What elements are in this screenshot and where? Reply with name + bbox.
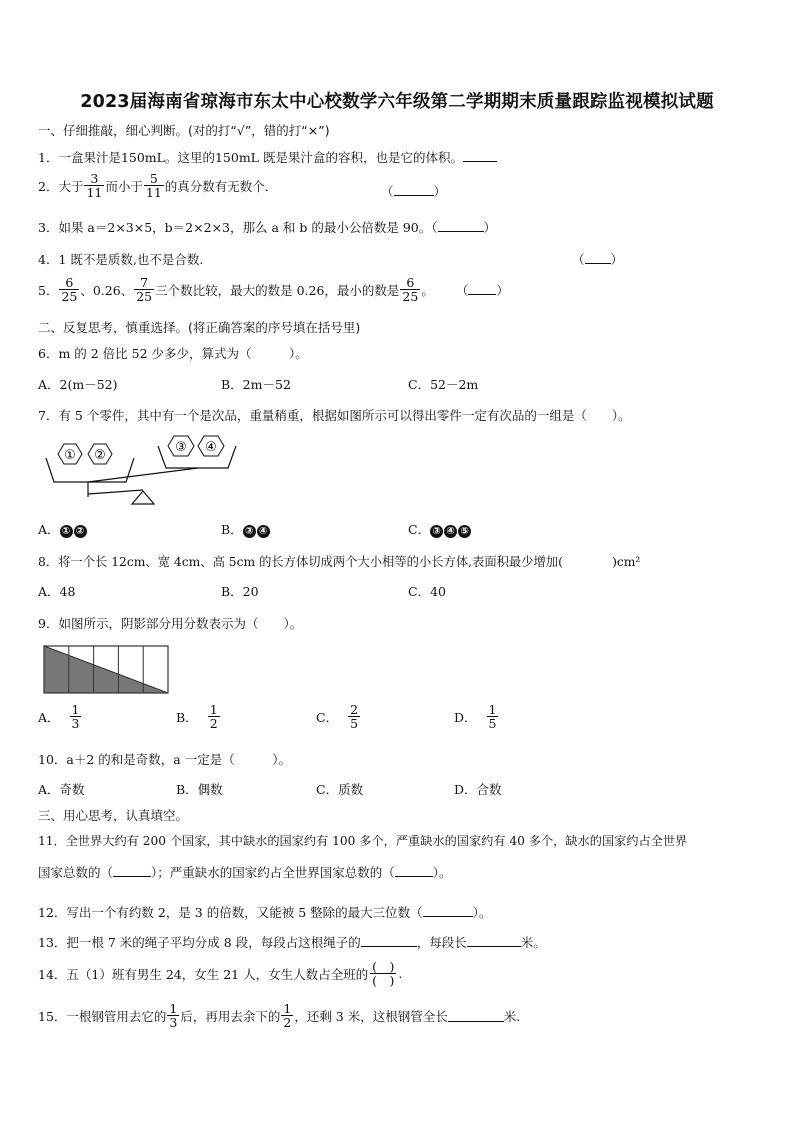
part-2-hexagon xyxy=(88,444,112,464)
fraction-7-25: $\frac{7}{25}$ xyxy=(136,275,153,304)
option-8c[interactable]: C．40 xyxy=(408,584,446,599)
answer-paren-4[interactable]: （ ） xyxy=(572,252,624,267)
answer-fraction-14[interactable]: $\frac{( )}{( )}$ xyxy=(372,959,395,988)
part-1-hexagon xyxy=(58,444,82,464)
answer-paren-5[interactable]: （ ） xyxy=(455,282,509,298)
option-8b[interactable]: B．20 xyxy=(221,584,259,599)
fulcrum-triangle xyxy=(132,491,154,504)
option-7b[interactable]: B． ③ ④ xyxy=(221,520,271,538)
option-8a[interactable]: A．48 xyxy=(38,584,76,599)
fraction-1-3: $\frac{1}{3}$ xyxy=(169,1001,178,1030)
question-8: 8．将一个长 12cm、宽 4cm、高 5cm 的长方体切成两个大小相等的小长方体,表面积最少增加( )cm² xyxy=(38,555,641,569)
question-14: 14．五（1）班有男生 24，女生 21 人，女生人数占全班的 $\frac{( )}{( )}$ . xyxy=(38,959,403,988)
svg-text:④: ④ xyxy=(205,440,217,455)
option-10b[interactable]: B．偶数 xyxy=(176,782,223,797)
question-3: 3．如果 a＝2×3×5，b＝2×2×3，那么 a 和 b 的最小公倍数是 90。（ ） xyxy=(38,220,497,235)
answer-blank-12[interactable] xyxy=(423,904,473,917)
answer-blank-13a[interactable] xyxy=(361,934,417,947)
svg-text:②: ② xyxy=(94,448,106,463)
fraction-6-25-b: $\frac{6}{25}$ xyxy=(402,275,419,304)
svg-text:①: ① xyxy=(64,448,76,463)
part-3-hexagon xyxy=(168,436,194,456)
section-1-heading: 一、仔细推敲，细心判断。(对的打“√”，错的打“×”) xyxy=(38,123,330,138)
option-10a[interactable]: A．奇数 xyxy=(38,782,85,797)
shaded-rectangle-figure xyxy=(43,645,171,695)
answer-blank-11a[interactable] xyxy=(113,864,151,877)
fraction-3-11: $\frac{3}{11}$ xyxy=(86,171,103,200)
question-7: 7．有 5 个零件，其中有一个是次品，重量稍重，根据如图所示可以得出零件一定有次品的一组是（ ）。 xyxy=(38,408,631,423)
question-5-text-b: 、0.26、 xyxy=(80,282,134,298)
answer-blank-1[interactable] xyxy=(463,149,497,162)
question-11-line-1: 11．全世界大约有 200 个国家，其中缺水的国家约有 100 多个，严重缺水的国家约有 40 多个，缺水的国家约占全世界 xyxy=(38,834,688,848)
question-5-text-c: 三个数比较，最大的数是 0.26，最小的数是 xyxy=(155,282,400,298)
question-15: 15．一根钢管用去它的 $\frac{1}{3}$ 后，再用去余下的 $\frac{1}{2}$ ，还剩 3 米，这根钢管全长 米. xyxy=(38,1001,521,1030)
question-3-text: 3．如果 a＝2×3×5，b＝2×2×3，那么 a 和 b 的最小公倍数是 90。 xyxy=(38,220,432,235)
question-2-text-b: 而小于 xyxy=(105,178,143,194)
question-11-line-2: 国家总数的（ ）；严重缺水的国家约占全世界国家总数的（ ）。 xyxy=(38,865,452,880)
question-4-text: 4．1 既不是质数,也不是合数. xyxy=(38,252,204,267)
fraction-6-25-a: $\frac{6}{25}$ xyxy=(61,275,78,304)
part-4-hexagon xyxy=(198,436,224,456)
page-title: 2023届海南省琼海市东太中心校数学六年级第二学期期末质量跟踪监视模拟试题 xyxy=(80,92,714,112)
option-10d[interactable]: D．合数 xyxy=(454,782,502,797)
question-5-num: 5． xyxy=(38,282,59,298)
option-7a[interactable]: A． ① ② xyxy=(38,520,88,538)
question-2-text-a: 2．大于 xyxy=(38,178,84,194)
question-10: 10．a＋2 的和是奇数，a 一定是（ ）。 xyxy=(38,752,291,767)
question-1-text: 1．一盒果汁是150mL。这里的150mL 既是果汁盒的容积，也是它的体积。 xyxy=(38,150,463,165)
option-6b[interactable]: B．2m－52 xyxy=(221,377,291,392)
answer-blank-11b[interactable] xyxy=(395,864,433,877)
option-6a[interactable]: A．2(m－52) xyxy=(38,377,118,392)
fraction-1-2: $\frac{1}{2}$ xyxy=(283,1001,292,1030)
option-10c[interactable]: C．质数 xyxy=(316,782,364,797)
fraction-5-11: $\frac{5}{11}$ xyxy=(145,171,162,200)
question-5-text-d: 。 xyxy=(421,282,434,298)
answer-blank-15[interactable] xyxy=(448,1009,504,1022)
section-2-heading: 二、反复思考，慎重选择。(将正确答案的序号填在括号里) xyxy=(38,320,361,335)
svg-text:③: ③ xyxy=(175,440,187,455)
answer-blank-13b[interactable] xyxy=(467,934,521,947)
option-9a[interactable]: A． $\frac{1}{3}$ xyxy=(38,702,80,731)
question-2-text-c: 的真分数有无数个． xyxy=(164,178,278,194)
section-3-heading: 三、用心思考，认真填空。 xyxy=(38,808,189,823)
question-13: 13．把一根 7 米的绳子平均分成 8 段，每段占这根绳子的 ，每段长 米。 xyxy=(38,935,546,950)
question-6: 6．m 的 2 倍比 52 少多少，算式为（ ）。 xyxy=(38,346,308,361)
question-4 xyxy=(38,250,203,268)
option-9d[interactable]: D． $\frac{1}{5}$ xyxy=(454,702,497,731)
question-1 xyxy=(38,148,497,166)
option-6c[interactable]: C．52－2m xyxy=(408,377,479,392)
answer-paren-2[interactable]: （ ） xyxy=(381,184,447,199)
answer-blank-3[interactable] xyxy=(438,219,484,232)
question-9: 9．如图所示，阴影部分用分数表示为（ ）。 xyxy=(38,616,303,631)
question-12: 12．写出一个有约数 2，是 3 的倍数，又能被 5 整除的最大三位数（ ）。 xyxy=(38,905,492,920)
option-9c[interactable]: C． $\frac{2}{5}$ xyxy=(316,702,359,731)
option-9b[interactable]: B． $\frac{1}{2}$ xyxy=(176,702,218,731)
question-5 xyxy=(38,276,509,303)
balance-scale-figure xyxy=(40,432,250,512)
question-2 xyxy=(38,172,277,199)
scale-beam xyxy=(88,468,198,482)
option-7c[interactable]: C． ③ ④ ⑤ xyxy=(408,520,472,538)
